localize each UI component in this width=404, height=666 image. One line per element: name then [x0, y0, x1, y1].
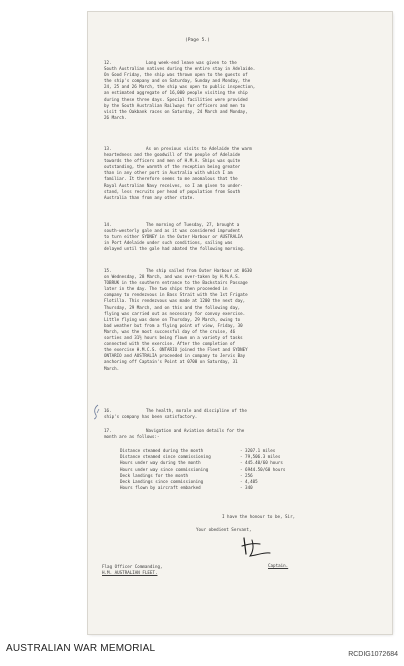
stat-value: - 6944.50/60 hours [240, 466, 286, 472]
stat-row [120, 485, 285, 491]
paragraph-number: 16. [104, 408, 112, 413]
paragraph-line: sorties and 31½ hours being flown on a variety of tasks [104, 335, 243, 341]
paragraph-line: Royal Australian Navy receives, so I am given to under- [104, 182, 243, 188]
paragraph-line: The ship sailed from Outer Harbour at 0630 [146, 268, 252, 273]
paragraph-17 [104, 428, 384, 440]
paragraph-line: towards the officers and men of H.M.A. Ships was quite [104, 158, 241, 164]
paragraph-line: month are as follows:- [104, 434, 160, 440]
closing-honour: I have the honour to be, Sir, [222, 514, 296, 519]
stat-value: - 3207.1 miles [240, 448, 276, 453]
paragraph-line: the ship's company and on Saturday, Sunday and Monday, the [104, 78, 251, 84]
stat-label: Deck Landings since commissioning [120, 479, 204, 485]
margin-pencil-mark [92, 404, 102, 424]
stat-value: - 445.40/60 hours [240, 460, 283, 466]
paragraph-line: than in any other port in Australia with which I am [104, 170, 233, 176]
paragraph-line: by the South Australian Railways for officers and men to [104, 102, 246, 108]
archive-name: AUSTRALIAN WAR MEMORIAL [6, 643, 156, 654]
paragraph-line: an estimated aggregate of 16,000 people visiting the ship [104, 90, 248, 96]
stat-label: Hours flown by aircraft embarked [120, 485, 201, 491]
paragraph-line: to turn either SYDNEY in the Outer Harbour or AUSTRALIA [104, 234, 243, 240]
paragraph-line: Navigation and Aviation details for the [146, 428, 245, 433]
paragraph-line: 24, 25 and 26 March, the ship was open to public inspection, [104, 84, 256, 90]
paragraph-line: 26 March. [104, 114, 127, 120]
archive-reference: RCDIG1072684 [348, 651, 398, 658]
paragraph-line: the exercise H.M.C.S. ONTARIO joined the Fleet and SYDNEY [104, 347, 248, 353]
paragraph-line: familiar. It therefore seems to me anomalous that the [104, 176, 238, 182]
paragraph-line: TOBRUK in the southern entrance to the Backstairs Passage [104, 280, 248, 286]
paragraph-line: Long week-end leave was given to the [146, 60, 237, 65]
page-number: (Page 5.) [185, 38, 210, 43]
paragraph-12 [104, 60, 384, 121]
paragraph-number: 14. [104, 222, 112, 227]
paragraph-number: 13. [104, 146, 112, 151]
paragraph-line: connected with the exercise. After the completion of [104, 341, 236, 347]
paragraph-line: heartedness and the goodwill of the people of Adelaide [104, 152, 241, 158]
paragraph-line: South Australian natives during the entire stay in Adelaide. [104, 66, 256, 72]
paragraph-line: Flotilla. This rendezvous was made at 1200 the next day, [104, 298, 246, 304]
paragraph-line: Australia than from any other state. [104, 194, 195, 200]
paragraph-line: outstanding, the warmth of the reception being greater [104, 164, 241, 170]
paragraph-line: on Wednesday, 28 March, and was over-taken by H.M.A.S. [104, 274, 241, 280]
paragraph-number: 15. [104, 268, 112, 273]
addressee-line: H.M. AUSTRALIAN FLEET. [102, 570, 158, 576]
paragraph-line: during these three days. Special facilities were provided [104, 96, 248, 102]
paragraph-number: 17. [104, 428, 112, 433]
paragraph-line: bad weather but from a flying point of view, Friday, 30 [104, 322, 243, 328]
stat-label: Deck landings for the month [120, 472, 189, 478]
stat-label: Hours under way since commissioning [120, 466, 209, 472]
paragraph-15 [104, 268, 384, 372]
paragraph-14 [104, 222, 384, 252]
paragraph-line: stand, less recruits per head of population from South [104, 188, 241, 194]
closing-servant: Your obedient Servant, [196, 527, 252, 532]
paragraph-line: Little flying was done on Thursday, 29 March, owing to [104, 316, 241, 322]
paragraph-line: ONTARIO and AUSTRALIA proceeded in company to Jervis Bay [104, 353, 246, 359]
captain-title: Captain. [268, 563, 289, 568]
paragraph-line: company to rendezvous in Bass Strait with the 1st Frigate [104, 292, 248, 298]
paragraph-13 [104, 146, 384, 201]
stat-value: - 340 [240, 485, 253, 491]
stat-label: Distance steamed during the month [120, 448, 204, 453]
paragraph-line: The health, morale and discipline of the [146, 408, 247, 413]
paragraph-line: Thursday, 29 March, and on this and the following day, [104, 304, 241, 310]
paragraph-line: On Good Friday, the ship was thrown open to the guests of [104, 72, 248, 78]
navigation-aviation-stats [120, 448, 285, 491]
paragraph-line: The morning of Tuesday, 27, brought a [146, 222, 240, 227]
stat-value: - 256 [240, 472, 253, 478]
paragraph-number: 12. [104, 60, 112, 65]
paragraph-line: in Port Adelaide under such conditions, sailing was [104, 240, 233, 246]
addressee-line: Flag Officer Commanding, [102, 564, 163, 569]
paragraph-line: south-westerly gale and as it was considered imprudent [104, 228, 241, 234]
paragraph-line: anchoring off Captain's Point at 0700 on Saturday, 31 [104, 359, 238, 365]
paragraph-line: delayed until the gale had abated the following morning. [104, 246, 246, 252]
paragraph-line: later in the day. The two ships then proceeded in [104, 286, 228, 292]
stat-value: - 79,506.3 miles [240, 454, 281, 460]
stat-value: - 4,405 [240, 479, 258, 485]
paragraph-16 [104, 408, 384, 420]
paragraph-line: ship's company has been satisfactory. [104, 414, 198, 420]
paragraph-line: visit the Oakbank races on Saturday, 24 March and Monday, [104, 108, 248, 114]
paragraph-line: flying was carried out as necessary for convoy exercise. [104, 310, 246, 316]
paragraph-line: March, was the most successful day of the cruise, 46 [104, 328, 236, 334]
paragraph-line: As on previous visits to Adelaide the warm [146, 146, 252, 151]
paragraph-line: March. [104, 365, 120, 371]
handwritten-signature [238, 534, 278, 564]
addressee-block [102, 564, 163, 576]
stat-label: Hours under way during the month [120, 460, 201, 466]
stat-label: Distance steamed since commissioning [120, 454, 211, 460]
